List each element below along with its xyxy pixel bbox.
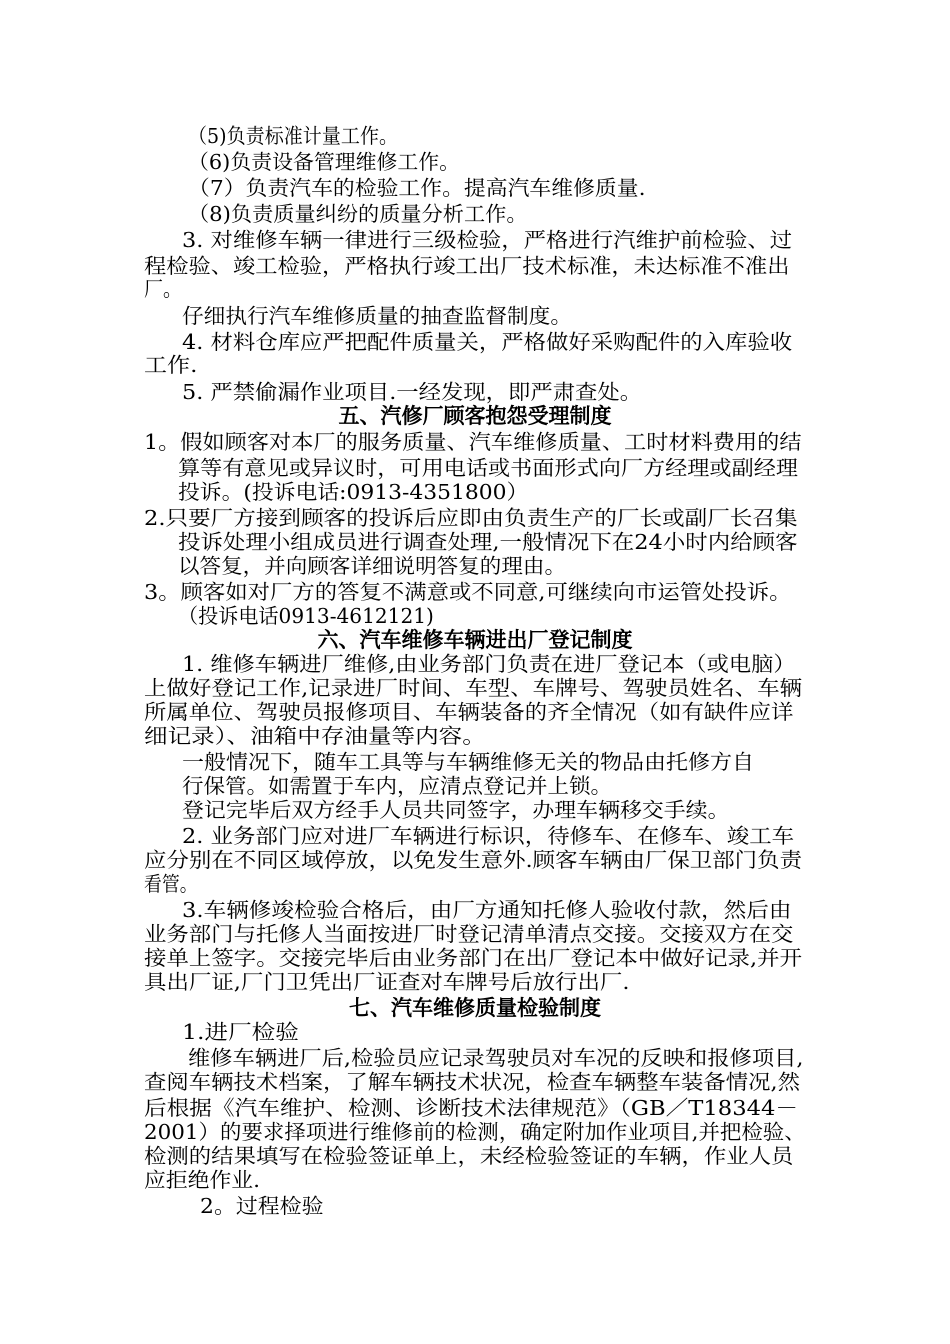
text-line: 3.车辆修竣检验合格后，由厂方通知托修人验收付款，然后由 — [182, 898, 792, 922]
text-line: 算等有意见或异议时，可用电话或书面形式向厂方经理或副经理 — [178, 456, 798, 480]
text-line: 程检验、竣工检验，严格执行竣工出厂技术标准，未达标准不准出 — [144, 254, 790, 278]
text-line: （6)负责设备管理维修工作。 — [188, 150, 461, 174]
text-line: （5)负责标准计量工作。 — [188, 124, 399, 148]
text-line: （8)负责质量纠纷的质量分析工作。 — [188, 202, 528, 226]
text-line: 投诉。(投诉电话:0913-4351800） — [178, 480, 529, 504]
text-line: 2。过程检验 — [200, 1194, 324, 1218]
text-line: （投诉电话0913-4612121) — [178, 604, 434, 628]
text-line: 接单上签字。交接完毕后由业务部门在出厂登记本中做好记录,并开 — [144, 946, 803, 970]
text-line: 应拒绝作业. — [144, 1168, 261, 1192]
text-line: 1.进厂检验 — [182, 1020, 299, 1044]
text-line: 应分别在不同区域停放，以免发生意外.顾客车辆由厂保卫部门负责 — [144, 848, 803, 872]
text-line: 所属单位、驾驶员报修项目、车辆装备的齐全情况（如有缺件应详 — [144, 700, 794, 724]
text-line: 3。顾客如对厂方的答复不满意或不同意,可继续向市运管处投诉。 — [144, 580, 792, 604]
section-heading: 五、汽修厂顾客抱怨受理制度 — [338, 404, 612, 428]
text-line: 2.只要厂方接到顾客的投诉后应即由负责生产的厂长或副厂长召集 — [144, 506, 798, 530]
text-line: 具出厂证,厂门卫凭出厂证查对车牌号后放行出厂. — [144, 970, 630, 994]
section-heading: 七、汽车维修质量检验制度 — [349, 996, 601, 1020]
text-line: 投诉处理小组成员进行调查处理,一般情况下在24小时内给顾客 — [178, 530, 798, 554]
text-line: 仔细执行汽车维修质量的抽查监督制度。 — [182, 304, 572, 328]
text-line: 检测的结果填写在检验签证单上，未经检验签证的车辆，作业人员 — [144, 1144, 794, 1168]
text-line: 查阅车辆技术档案，了解车辆技术状况，检查车辆整车装备情况,然 — [144, 1070, 801, 1094]
text-line: 看管。 — [144, 872, 198, 896]
text-line: 1. 维修车辆进厂维修,由业务部门负责在进厂登记本（或电脑） — [182, 652, 796, 676]
text-line: 细记录）、油箱中存油量等内容。 — [144, 724, 486, 748]
text-line: 2. 业务部门应对进厂车辆进行标识，待修车、在修车、竣工车 — [182, 824, 795, 848]
text-line: 以答复，并向顾客详细说明答复的理由。 — [178, 554, 566, 578]
text-line: 业务部门与托修人当面按进厂时登记清单清点交接。交接双方在交 — [144, 922, 794, 946]
text-line: 2001）的要求择项进行维修前的检测，确定附加作业项目,并把检验、 — [144, 1120, 806, 1144]
text-line: 工作. — [144, 353, 198, 377]
text-line: 上做好登记工作,记录进厂时间、车型、车牌号、驾驶员姓名、车辆 — [144, 676, 803, 700]
text-line: 1。假如顾客对本厂的服务质量、汽车维修质量、工时材料费用的结 — [144, 430, 802, 454]
text-line: 一般情况下，随车工具等与车辆维修无关的物品由托修方自 — [182, 750, 754, 774]
text-line: 后根据《汽车维护、检测、诊断技术法律规范》（GB／T18344－ — [144, 1096, 799, 1120]
text-line: 维修车辆进厂后,检验员应记录驾驶员对车况的反映和报修项目, — [188, 1046, 804, 1070]
text-line: 4. 材料仓库应严把配件质量关，严格做好采购配件的入库验收 — [182, 330, 793, 354]
text-line: （7）负责汽车的检验工作。提高汽车维修质量. — [188, 176, 646, 200]
text-line: 登记完毕后双方经手人员共同签字，办理车辆移交手续。 — [182, 798, 730, 822]
text-line: 5. 严禁偷漏作业项目.一经发现，即严肃查处。 — [182, 380, 643, 404]
text-line: 行保管。如需置于车内，应清点登记并上锁。 — [182, 774, 612, 798]
text-line: 厂。 — [144, 277, 182, 301]
section-heading: 六、汽车维修车辆进出厂登记制度 — [317, 628, 633, 652]
text-line: 3. 对维修车辆一律进行三级检验，严格进行汽维护前检验、过 — [182, 228, 793, 252]
